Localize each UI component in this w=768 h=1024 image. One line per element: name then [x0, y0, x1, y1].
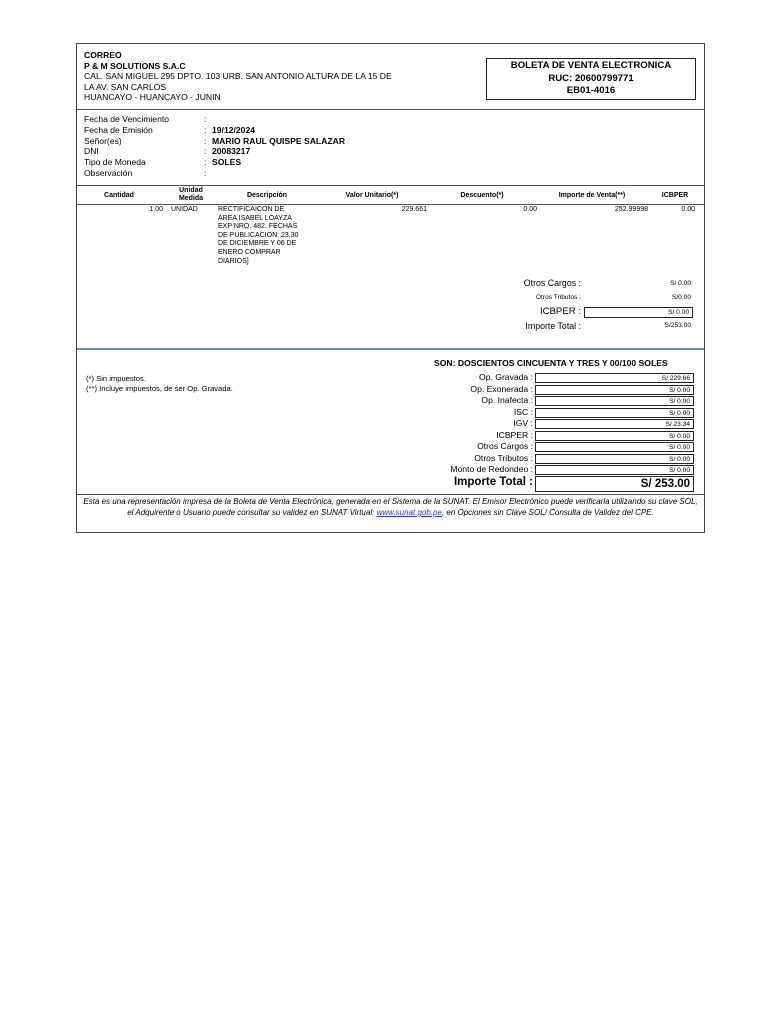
grand-total-label: Importe Total : — [453, 476, 533, 488]
table-top-border — [77, 185, 704, 186]
info-row: Tipo de Moneda : SOLES — [84, 157, 242, 168]
total-label: Op. Exonerada : — [470, 383, 533, 394]
row-cantidad: 1.00 — [149, 206, 163, 213]
row-unidad: UNIDAD — [171, 206, 198, 213]
col-cantidad: Cantidad — [104, 192, 134, 199]
otros-tributos-value: S/0.00 — [671, 294, 691, 301]
table-header-divider — [77, 204, 704, 205]
issuer-name: P & M SOLUTIONS S.A.C — [84, 60, 186, 71]
notes — [86, 374, 233, 394]
total-value: S/ 0.00 — [535, 465, 694, 475]
info-row: Fecha de Emisión : 19/12/2024 — [84, 124, 256, 135]
header-divider — [77, 109, 704, 110]
row-valor: 229.661 — [401, 206, 427, 213]
total-label: ISC : — [513, 406, 533, 417]
otros-cargos-label: Otros Cargos : — [523, 278, 581, 288]
total-label: ICBPER : — [496, 429, 533, 440]
col-descuento: Descuento(*) — [460, 192, 504, 199]
section-divider — [77, 348, 704, 350]
amount-in-words: SON: DOSCIENTOS CINCUENTA Y TRES Y 00/100 SOLES — [434, 358, 668, 368]
info-row: Fecha de Vencimiento : — [84, 114, 207, 124]
issuer-block — [84, 50, 392, 103]
importe-total-label: Importe Total : — [525, 321, 581, 331]
total-value: S/ 0.00 — [535, 385, 694, 395]
info-row: Señor(es) : MARIO RAUL QUISPE SALAZAR — [84, 135, 346, 146]
row-importe: 252.99998 — [614, 206, 648, 213]
col-importe: Importe de Venta(**) — [558, 192, 626, 199]
boleta-document — [76, 43, 705, 533]
total-value: S/ 0.00 — [535, 396, 694, 406]
total-label: Otros Cargos : — [477, 441, 533, 451]
row-descuento: 0.00 — [523, 206, 537, 213]
total-label: Otros Tributos : — [474, 452, 533, 463]
client-info — [84, 114, 345, 179]
issuer-address3: HUANCAYO - HUANCAYO - JUNIN — [84, 92, 221, 103]
total-value: S/ 0.00 — [535, 442, 694, 452]
total-label: IGV : — [513, 418, 533, 428]
otros-cargos-value: S/ 0.00 — [670, 280, 691, 287]
grand-total-value: S/ 253.00 — [535, 476, 694, 492]
col-icbper: ICBPER — [661, 192, 689, 199]
total-value: S/ 0.00 — [535, 431, 694, 441]
icbper-value: S/ 0.00 — [584, 307, 693, 318]
issuer-address1: CAL. SAN MIGUEL 295 DPTO. 103 URB. SAN ANTONIO ALTURA DE LA 15 DE — [84, 71, 392, 82]
total-label: Monto de Redondeo : — [450, 464, 533, 474]
sunat-link[interactable]: www.sunat.gob.pe — [376, 508, 442, 517]
icbper-label: ICBPER : — [539, 306, 581, 317]
row-icbper: 0.00 — [681, 206, 695, 213]
footer-legal-text: Esta es una representación impresa de la Boleta de Venta Electrónica, generada en el Sistema de la SUNAT. El Emisor Electrónico puede verificarla utilizando su clave SOL, el Adquirente o Usuario puede consultar su validez en SUNAT Virtual: www.sunat.gob.pe, en Opciones sin Clave SOL/ Consulta de Validez del CPE. — [83, 497, 698, 517]
footer-divider — [77, 494, 704, 495]
document-ruc: RUC: 20600799771 — [548, 72, 634, 84]
otros-tributos-label: Otros Tributos : — [535, 294, 581, 301]
col-descripcion: Descripción — [246, 192, 288, 199]
info-row: Observación : — [84, 167, 207, 178]
note-line: (**) Incluye impuestos, de ser Op. Gravada. — [86, 384, 233, 393]
note-line: (*) Sin impuestos. — [86, 374, 146, 383]
col-unidad: Unidad Medida — [178, 187, 204, 202]
document-type: BOLETA DE VENTA ELECTRONICA — [510, 60, 672, 71]
total-value: S/ 229.66 — [535, 373, 694, 383]
document-id-box — [486, 58, 696, 100]
items-table-header — [77, 187, 704, 205]
issuer-line1: CORREO — [84, 50, 122, 60]
total-value: S/ 23.34 — [535, 419, 694, 429]
total-value: S/ 0.00 — [535, 454, 694, 464]
info-row: DNI : 20083217 — [84, 146, 251, 157]
importe-total-value: S/253.00 — [664, 322, 691, 329]
total-label: Op. Gravada : — [479, 372, 533, 382]
row-descripcion: RECTIFICAICON DE AREA ISABEL LOAYZA EXP NRO. 482. FECHAS DE PUBLICACION: 23,30 DE DICIEMBRE Y 06 DE ENERO COMPRAR DIARIOS] — [218, 206, 299, 265]
document-number: EB01-4016 — [566, 85, 616, 96]
issuer-address2: LA AV. SAN CARLOS — [84, 81, 167, 92]
col-valor: Valor Unitario(*) — [345, 192, 399, 199]
total-value: S/ 0.00 — [535, 408, 694, 418]
total-label: Op. Inafecta : — [481, 395, 533, 405]
